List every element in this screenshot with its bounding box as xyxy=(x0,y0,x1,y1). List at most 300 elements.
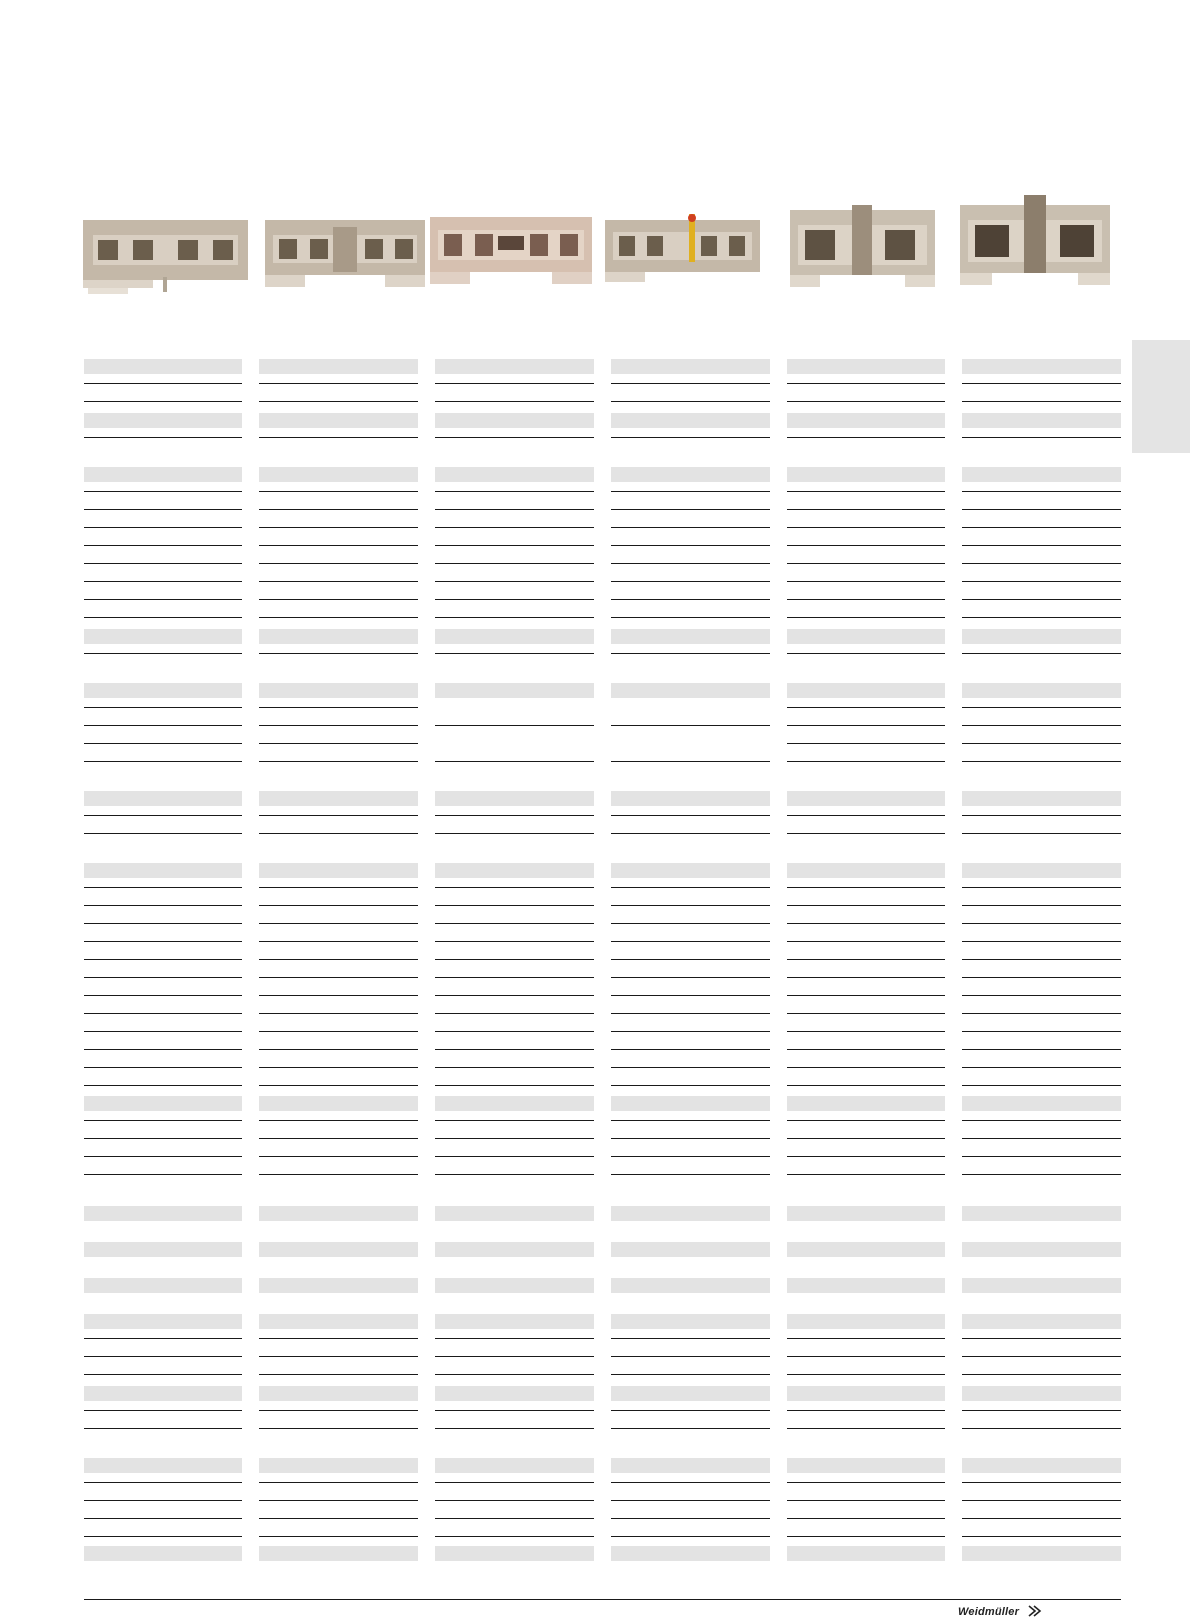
spec-row-rule xyxy=(611,1156,770,1157)
spec-row-rule xyxy=(787,653,945,654)
spec-row-rule xyxy=(84,1482,242,1483)
spec-row-rule xyxy=(435,1500,594,1501)
spec-row-band xyxy=(611,413,770,428)
spec-row-band xyxy=(787,1206,945,1221)
spec-row-band xyxy=(611,1546,770,1561)
spec-row-rule xyxy=(84,725,242,726)
spec-row-rule xyxy=(611,1482,770,1483)
spec-row-band xyxy=(259,1242,418,1257)
spec-row-rule xyxy=(787,1085,945,1086)
spec-row-band xyxy=(259,1386,418,1401)
spec-row-rule xyxy=(259,1120,418,1121)
spec-row-rule xyxy=(84,599,242,600)
spec-row-band xyxy=(259,467,418,482)
spec-row-rule xyxy=(962,653,1121,654)
spec-row-band xyxy=(259,359,418,374)
spec-row-rule xyxy=(259,923,418,924)
spec-row-rule xyxy=(435,599,594,600)
spec-row-rule xyxy=(435,617,594,618)
spec-row-band xyxy=(84,1096,242,1111)
spec-row-rule xyxy=(84,1013,242,1014)
spec-row-band xyxy=(787,1386,945,1401)
spec-row-rule xyxy=(84,383,242,384)
spec-row-rule xyxy=(435,887,594,888)
spec-row-rule xyxy=(259,977,418,978)
spec-row-rule xyxy=(611,1067,770,1068)
spec-row-rule xyxy=(84,1085,242,1086)
spec-row-band xyxy=(611,1242,770,1257)
spec-row-rule xyxy=(435,581,594,582)
spec-row-rule xyxy=(84,815,242,816)
spec-row-rule xyxy=(787,1067,945,1068)
spec-row-rule xyxy=(435,959,594,960)
spec-row-rule xyxy=(962,1356,1121,1357)
spec-row-band xyxy=(259,1458,418,1473)
spec-row-rule xyxy=(787,1031,945,1032)
spec-row-rule xyxy=(611,491,770,492)
spec-row-band xyxy=(787,1278,945,1293)
spec-row-rule xyxy=(787,743,945,744)
spec-row-rule xyxy=(84,1120,242,1121)
spec-row-band xyxy=(435,1314,594,1329)
spec-row-rule xyxy=(611,1013,770,1014)
spec-row-rule xyxy=(962,1338,1121,1339)
spec-row-band xyxy=(435,1386,594,1401)
spec-row-rule xyxy=(259,1410,418,1411)
spec-row-rule xyxy=(259,959,418,960)
spec-row-band xyxy=(962,791,1121,806)
spec-row-rule xyxy=(435,509,594,510)
spec-row-rule xyxy=(84,995,242,996)
spec-row-rule xyxy=(435,1174,594,1175)
spec-row-rule xyxy=(435,1156,594,1157)
spec-row-band xyxy=(962,359,1121,374)
spec-row-rule xyxy=(787,761,945,762)
spec-row-rule xyxy=(259,599,418,600)
spec-row-rule xyxy=(84,1500,242,1501)
spec-row-rule xyxy=(259,1428,418,1429)
spec-row-band xyxy=(962,1096,1121,1111)
spec-row-rule xyxy=(435,761,594,762)
spec-row-rule xyxy=(611,1536,770,1537)
spec-row-rule xyxy=(787,1120,945,1121)
spec-row-rule xyxy=(84,563,242,564)
spec-row-band xyxy=(84,791,242,806)
spec-row-rule xyxy=(435,1031,594,1032)
spec-row-rule xyxy=(84,509,242,510)
spec-row-rule xyxy=(611,1049,770,1050)
spec-row-rule xyxy=(962,1536,1121,1537)
spec-row-band xyxy=(787,791,945,806)
footer-rule xyxy=(84,1599,1121,1600)
spec-row-band xyxy=(84,1314,242,1329)
spec-row-rule xyxy=(611,977,770,978)
spec-row-band xyxy=(435,359,594,374)
spec-row-rule xyxy=(962,509,1121,510)
spec-row-rule xyxy=(962,995,1121,996)
spec-row-rule xyxy=(787,401,945,402)
spec-row-rule xyxy=(787,959,945,960)
spec-row-rule xyxy=(611,1410,770,1411)
spec-row-rule xyxy=(435,437,594,438)
spec-row-rule xyxy=(435,995,594,996)
spec-row-band xyxy=(962,683,1121,698)
spec-row-rule xyxy=(962,1174,1121,1175)
spec-row-rule xyxy=(84,1428,242,1429)
spec-row-band xyxy=(259,1278,418,1293)
spec-row-rule xyxy=(84,1174,242,1175)
spec-row-band xyxy=(611,683,770,698)
spec-row-rule xyxy=(259,887,418,888)
spec-row-rule xyxy=(259,383,418,384)
spec-row-band xyxy=(611,467,770,482)
terminal-block-image-6 xyxy=(960,195,1110,300)
spec-row-rule xyxy=(787,707,945,708)
spec-row-rule xyxy=(611,509,770,510)
spec-row-rule xyxy=(435,545,594,546)
spec-row-band xyxy=(787,1242,945,1257)
spec-row-band xyxy=(84,683,242,698)
terminal-block-image-2 xyxy=(265,215,425,300)
terminal-block-image-1 xyxy=(83,215,248,300)
spec-row-band xyxy=(611,1458,770,1473)
spec-row-rule xyxy=(259,1374,418,1375)
spec-row-rule xyxy=(962,1013,1121,1014)
spec-row-rule xyxy=(435,653,594,654)
spec-row-rule xyxy=(84,1374,242,1375)
spec-row-band xyxy=(435,413,594,428)
spec-row-rule xyxy=(84,1410,242,1411)
spec-row-band xyxy=(611,863,770,878)
spec-row-band xyxy=(84,467,242,482)
spec-row-rule xyxy=(611,1138,770,1139)
spec-row-band xyxy=(787,863,945,878)
spec-row-rule xyxy=(84,977,242,978)
spec-row-band xyxy=(787,359,945,374)
spec-row-rule xyxy=(787,887,945,888)
spec-row-band xyxy=(611,791,770,806)
spec-row-rule xyxy=(259,1013,418,1014)
spec-row-rule xyxy=(435,815,594,816)
spec-row-rule xyxy=(787,1156,945,1157)
spec-row-rule xyxy=(259,815,418,816)
spec-row-rule xyxy=(84,1049,242,1050)
spec-row-rule xyxy=(787,491,945,492)
spec-row-band xyxy=(84,863,242,878)
spec-row-rule xyxy=(435,1410,594,1411)
spec-row-band xyxy=(259,791,418,806)
spec-row-band xyxy=(787,467,945,482)
spec-row-band xyxy=(84,359,242,374)
spec-row-band xyxy=(962,1206,1121,1221)
spec-row-rule xyxy=(611,1085,770,1086)
spec-row-band xyxy=(84,1242,242,1257)
spec-row-band xyxy=(787,683,945,698)
spec-row-rule xyxy=(962,761,1121,762)
spec-row-rule xyxy=(611,599,770,600)
spec-row-band xyxy=(611,1206,770,1221)
spec-row-rule xyxy=(84,833,242,834)
spec-row-band xyxy=(611,1278,770,1293)
spec-row-rule xyxy=(84,887,242,888)
spec-row-rule xyxy=(435,977,594,978)
terminal-block-image-3 xyxy=(430,212,592,297)
spec-row-rule xyxy=(435,1085,594,1086)
spec-row-rule xyxy=(962,563,1121,564)
spec-row-rule xyxy=(435,383,594,384)
spec-row-rule xyxy=(84,1138,242,1139)
spec-row-band xyxy=(84,1278,242,1293)
spec-row-rule xyxy=(787,1049,945,1050)
spec-row-rule xyxy=(611,1428,770,1429)
spec-row-rule xyxy=(787,905,945,906)
spec-row-rule xyxy=(435,941,594,942)
spec-row-rule xyxy=(787,1482,945,1483)
spec-row-rule xyxy=(611,401,770,402)
spec-row-band xyxy=(787,1546,945,1561)
spec-row-rule xyxy=(84,743,242,744)
spec-row-rule xyxy=(611,995,770,996)
spec-row-rule xyxy=(259,509,418,510)
spec-row-rule xyxy=(787,1338,945,1339)
spec-row-rule xyxy=(962,743,1121,744)
spec-row-rule xyxy=(962,1500,1121,1501)
spec-row-rule xyxy=(259,437,418,438)
spec-row-rule xyxy=(259,1500,418,1501)
spec-row-band xyxy=(962,1386,1121,1401)
spec-row-rule xyxy=(787,977,945,978)
spec-row-rule xyxy=(787,527,945,528)
spec-row-rule xyxy=(435,1013,594,1014)
spec-row-band xyxy=(962,1314,1121,1329)
spec-row-rule xyxy=(962,1085,1121,1086)
spec-row-rule xyxy=(435,1067,594,1068)
spec-row-rule xyxy=(962,1518,1121,1519)
spec-row-rule xyxy=(962,833,1121,834)
spec-row-rule xyxy=(435,833,594,834)
spec-row-rule xyxy=(611,725,770,726)
spec-row-rule xyxy=(962,959,1121,960)
spec-row-rule xyxy=(611,959,770,960)
spec-row-rule xyxy=(962,941,1121,942)
spec-row-rule xyxy=(962,437,1121,438)
spec-row-rule xyxy=(962,977,1121,978)
spec-row-rule xyxy=(259,1156,418,1157)
spec-row-rule xyxy=(84,1156,242,1157)
spec-row-rule xyxy=(962,1049,1121,1050)
spec-row-rule xyxy=(787,1500,945,1501)
spec-row-rule xyxy=(435,401,594,402)
spec-row-rule xyxy=(259,1356,418,1357)
spec-row-band xyxy=(962,1278,1121,1293)
spec-row-rule xyxy=(84,707,242,708)
spec-row-rule xyxy=(962,581,1121,582)
spec-row-rule xyxy=(611,581,770,582)
spec-row-band xyxy=(84,413,242,428)
spec-row-rule xyxy=(611,923,770,924)
spec-row-rule xyxy=(259,1085,418,1086)
spec-row-rule xyxy=(787,923,945,924)
spec-row-rule xyxy=(787,995,945,996)
spec-row-band xyxy=(435,863,594,878)
spec-row-rule xyxy=(611,1356,770,1357)
spec-row-rule xyxy=(611,437,770,438)
spec-row-rule xyxy=(962,725,1121,726)
spec-row-rule xyxy=(84,1356,242,1357)
spec-row-rule xyxy=(962,1138,1121,1139)
spec-row-band xyxy=(435,1096,594,1111)
spec-row-band xyxy=(84,1386,242,1401)
spec-row-rule xyxy=(259,581,418,582)
spec-row-band xyxy=(962,1242,1121,1257)
spec-row-rule xyxy=(787,599,945,600)
spec-row-rule xyxy=(611,833,770,834)
spec-row-rule xyxy=(787,581,945,582)
spec-row-rule xyxy=(259,833,418,834)
spec-row-rule xyxy=(611,527,770,528)
spec-row-band xyxy=(259,413,418,428)
spec-row-band xyxy=(259,1096,418,1111)
spec-row-rule xyxy=(84,923,242,924)
spec-row-band xyxy=(611,1314,770,1329)
spec-row-rule xyxy=(787,437,945,438)
spec-row-rule xyxy=(962,923,1121,924)
spec-row-rule xyxy=(259,1067,418,1068)
spec-row-band xyxy=(962,629,1121,644)
spec-row-rule xyxy=(435,905,594,906)
spec-row-rule xyxy=(435,1356,594,1357)
spec-row-band xyxy=(962,863,1121,878)
spec-row-rule xyxy=(435,725,594,726)
spec-row-rule xyxy=(259,563,418,564)
spec-row-band xyxy=(435,791,594,806)
spec-row-band xyxy=(962,1458,1121,1473)
spec-row-band xyxy=(787,1458,945,1473)
spec-row-rule xyxy=(259,617,418,618)
spec-row-band xyxy=(259,629,418,644)
spec-row-rule xyxy=(787,617,945,618)
spec-row-rule xyxy=(787,1174,945,1175)
spec-row-rule xyxy=(84,1067,242,1068)
spec-row-rule xyxy=(611,383,770,384)
spec-row-band xyxy=(259,1546,418,1561)
spec-row-band xyxy=(84,1206,242,1221)
spec-row-band xyxy=(435,1278,594,1293)
spec-row-rule xyxy=(962,383,1121,384)
spec-row-rule xyxy=(84,527,242,528)
spec-row-rule xyxy=(259,707,418,708)
spec-row-rule xyxy=(962,1031,1121,1032)
spec-row-rule xyxy=(962,1482,1121,1483)
spec-row-band xyxy=(435,1546,594,1561)
spec-row-rule xyxy=(259,653,418,654)
spec-row-rule xyxy=(787,1138,945,1139)
spec-row-rule xyxy=(84,1518,242,1519)
spec-row-rule xyxy=(611,761,770,762)
spec-row-rule xyxy=(259,905,418,906)
spec-row-rule xyxy=(787,1356,945,1357)
spec-row-rule xyxy=(611,1174,770,1175)
spec-row-rule xyxy=(962,815,1121,816)
spec-row-rule xyxy=(787,1013,945,1014)
spec-row-rule xyxy=(435,1138,594,1139)
spec-row-rule xyxy=(962,1156,1121,1157)
spec-row-band xyxy=(84,1546,242,1561)
spec-row-rule xyxy=(84,941,242,942)
spec-row-rule xyxy=(787,1518,945,1519)
spec-row-band xyxy=(435,1458,594,1473)
spec-row-band xyxy=(611,1096,770,1111)
spec-row-rule xyxy=(259,995,418,996)
spec-row-rule xyxy=(962,617,1121,618)
spec-row-rule xyxy=(84,581,242,582)
spec-row-rule xyxy=(962,545,1121,546)
spec-row-rule xyxy=(84,959,242,960)
spec-row-rule xyxy=(962,1428,1121,1429)
spec-row-band xyxy=(787,1314,945,1329)
spec-row-rule xyxy=(259,1138,418,1139)
spec-row-rule xyxy=(84,1338,242,1339)
spec-row-band xyxy=(435,683,594,698)
spec-row-rule xyxy=(435,491,594,492)
spec-row-band xyxy=(962,413,1121,428)
spec-row-rule xyxy=(611,1518,770,1519)
spec-row-rule xyxy=(435,563,594,564)
spec-row-rule xyxy=(962,1410,1121,1411)
spec-row-band xyxy=(435,1206,594,1221)
spec-row-rule xyxy=(84,905,242,906)
spec-row-rule xyxy=(259,527,418,528)
spec-row-band xyxy=(435,1242,594,1257)
spec-row-rule xyxy=(259,1049,418,1050)
spec-row-rule xyxy=(787,1374,945,1375)
spec-row-rule xyxy=(259,743,418,744)
spec-row-rule xyxy=(84,617,242,618)
spec-row-rule xyxy=(787,941,945,942)
spec-row-rule xyxy=(259,1482,418,1483)
spec-row-band xyxy=(259,863,418,878)
spec-row-band xyxy=(611,359,770,374)
spec-row-rule xyxy=(259,761,418,762)
spec-row-rule xyxy=(611,1500,770,1501)
spec-row-rule xyxy=(962,905,1121,906)
spec-row-rule xyxy=(611,1374,770,1375)
terminal-block-image-5 xyxy=(790,200,935,300)
spec-row-rule xyxy=(259,545,418,546)
spec-row-rule xyxy=(787,509,945,510)
spec-row-rule xyxy=(962,527,1121,528)
spec-row-band xyxy=(962,467,1121,482)
spec-row-rule xyxy=(962,1067,1121,1068)
spec-row-rule xyxy=(962,401,1121,402)
spec-row-rule xyxy=(611,617,770,618)
spec-row-band xyxy=(611,629,770,644)
spec-row-band xyxy=(259,1314,418,1329)
spec-row-rule xyxy=(611,941,770,942)
spec-row-rule xyxy=(435,1374,594,1375)
spec-row-rule xyxy=(259,1174,418,1175)
spec-row-rule xyxy=(962,599,1121,600)
spec-row-rule xyxy=(259,725,418,726)
spec-row-rule xyxy=(611,653,770,654)
terminal-block-image-4 xyxy=(605,214,760,294)
spec-row-band xyxy=(435,467,594,482)
brand-arrow-icon xyxy=(1028,1605,1042,1617)
spec-row-band xyxy=(962,1546,1121,1561)
spec-row-band xyxy=(787,413,945,428)
spec-row-rule xyxy=(962,1120,1121,1121)
spec-row-band xyxy=(435,629,594,644)
